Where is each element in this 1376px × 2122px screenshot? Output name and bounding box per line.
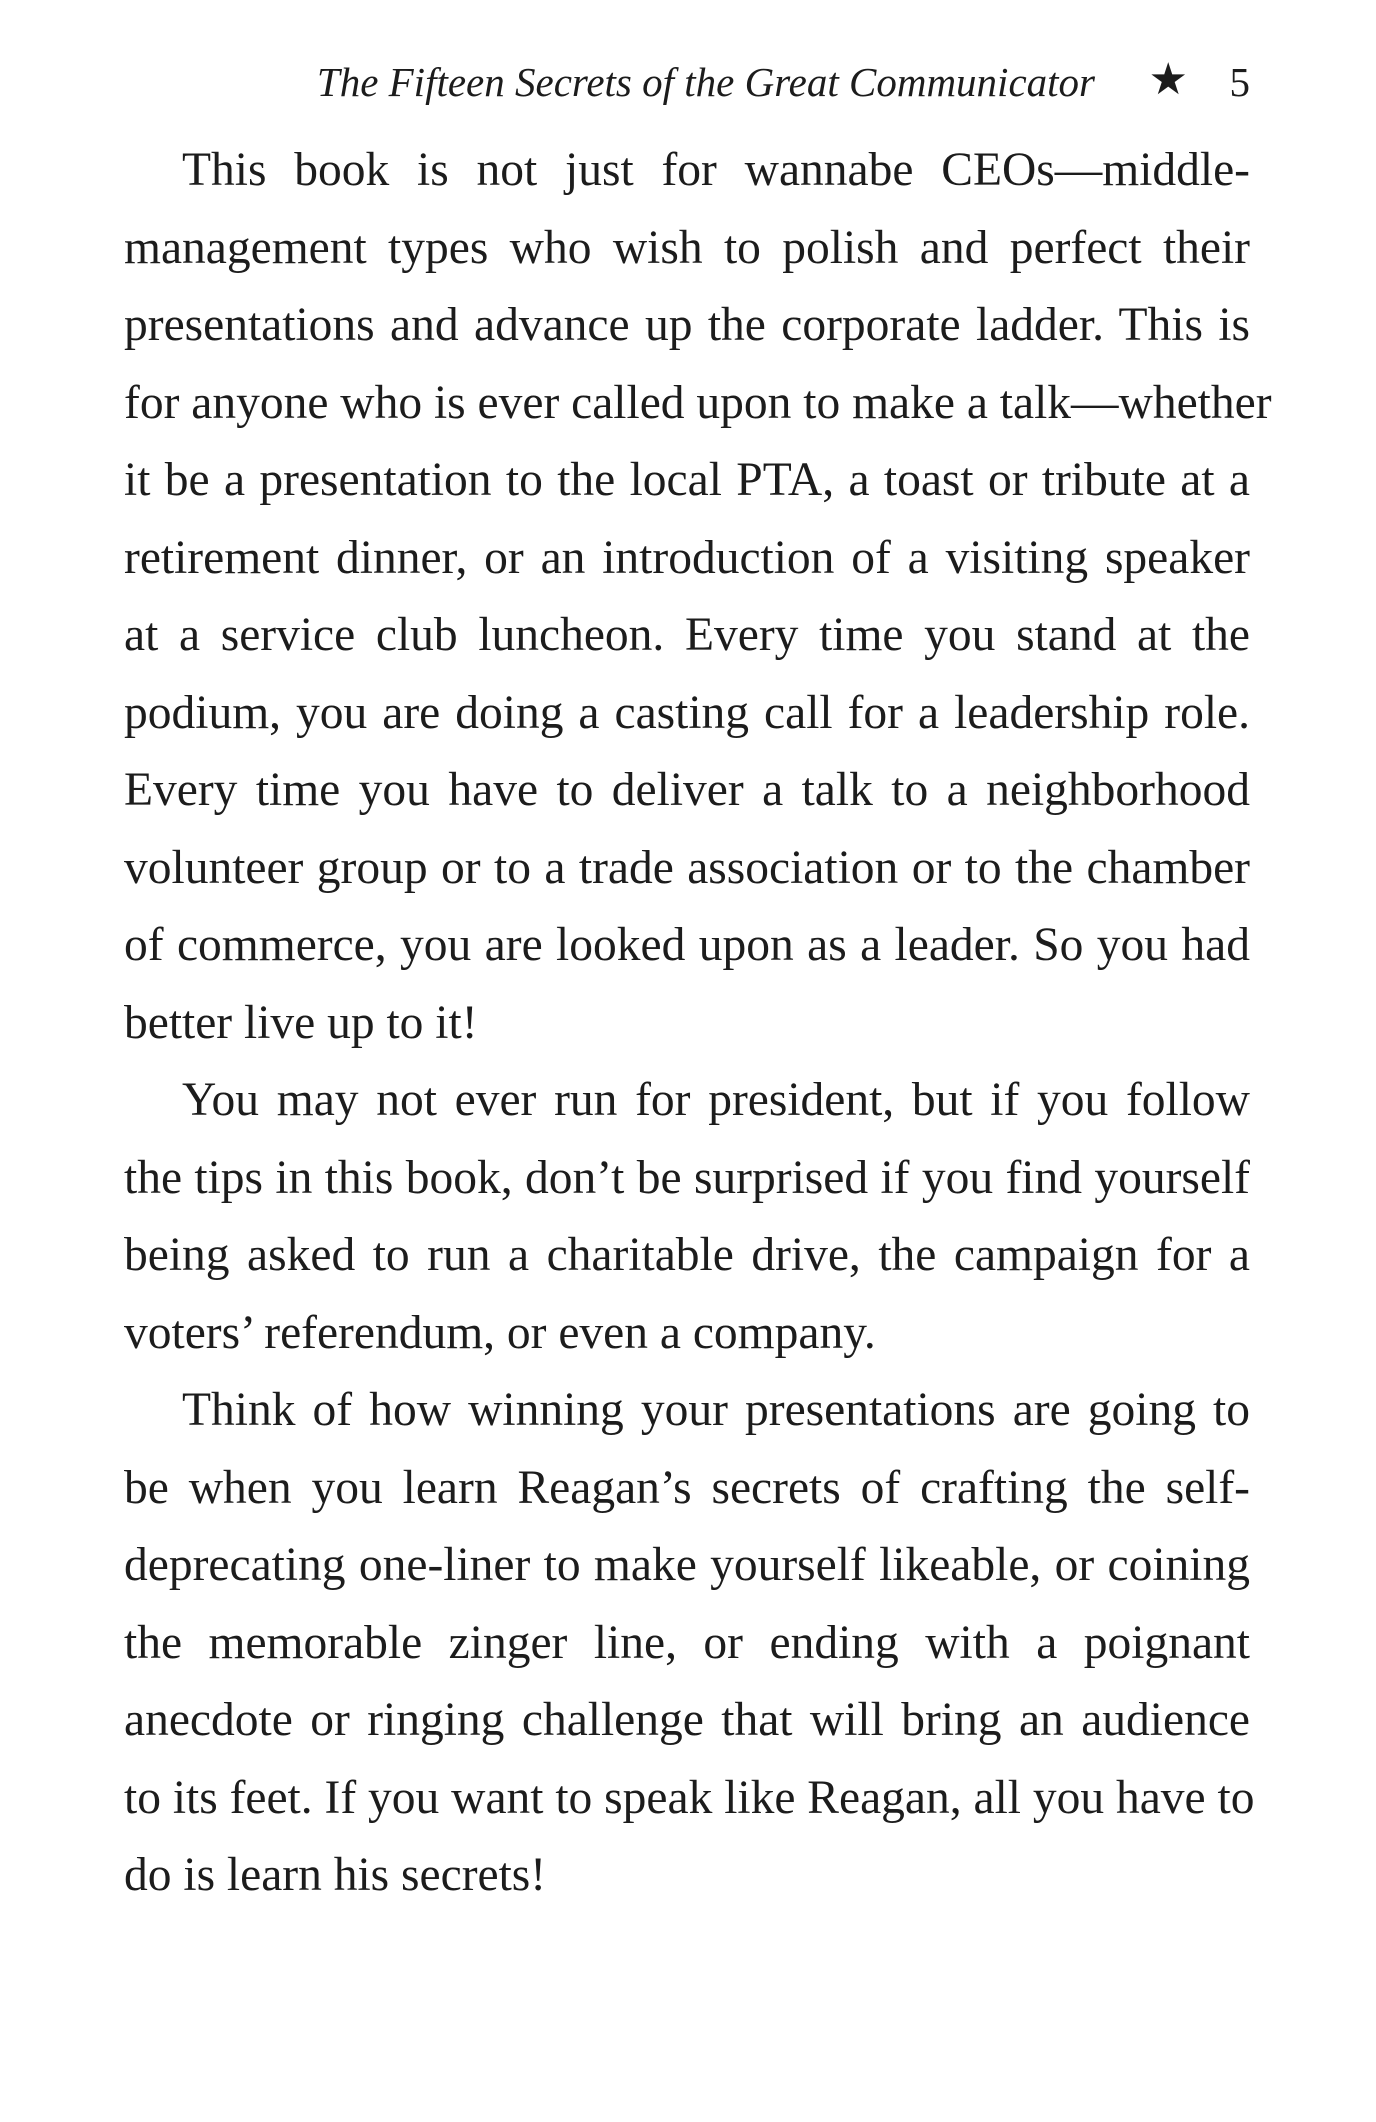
text-line: at a service club luncheon. Every time you stand at the (124, 609, 1250, 661)
paragraph-1 (124, 132, 1272, 1062)
page-number: 5 (1229, 59, 1250, 105)
text-line: be when you learn Reagan’s secrets of crafting the self- (124, 1461, 1250, 1514)
text-line: voters’ referendum, or even a company. (124, 1306, 876, 1359)
text-line: management types who wish to polish and perfect their (124, 221, 1250, 274)
text-line: better live up to it! (124, 996, 478, 1049)
text-line: anecdote or ringing challenge that will bring an audience (124, 1694, 1250, 1746)
text-line: deprecating one-liner to make yourself likeable, or coining (124, 1539, 1250, 1591)
paragraph-2 (124, 1062, 1250, 1372)
text-line: presentations and advance up the corporate ladder. This is (124, 299, 1250, 351)
running-head (120, 52, 1250, 112)
text-line: podium, you are doing a casting call for a leadership role. (124, 686, 1250, 739)
text-line: the memorable zinger line, or ending with a poignant (124, 1616, 1250, 1669)
text-line: volunteer group or to a trade association or to the chamber (124, 841, 1250, 894)
running-head-title: The Fifteen Secrets of the Great Communicator (316, 59, 1095, 105)
text-line: retirement dinner, or an introduction of a visiting speaker (124, 531, 1250, 584)
text-line: Think of how winning your presentations are going to (182, 1384, 1250, 1436)
star-icon: ★ (1148, 55, 1188, 104)
text-line: This book is not just for wannabe CEOs—middle- (182, 144, 1250, 196)
text-line: being asked to run a charitable drive, the campaign for a (124, 1229, 1250, 1281)
text-line: Every time you have to deliver a talk to a neighborhood (124, 764, 1250, 816)
text-line: for anyone who is ever called upon to make a talk—whether (124, 376, 1272, 429)
paragraph-3 (124, 1372, 1255, 1915)
text-line: You may not ever run for president, but if you follow (182, 1074, 1250, 1126)
text-line: to its feet. If you want to speak like Reagan, all you have to (124, 1771, 1255, 1824)
text-line: the tips in this book, don’t be surprised if you find yourself (124, 1151, 1250, 1204)
text-line: it be a presentation to the local PTA, a toast or tribute at a (124, 454, 1250, 506)
text-line: do is learn his secrets! (124, 1849, 547, 1901)
text-line: of commerce, you are looked upon as a leader. So you had (124, 919, 1250, 971)
body-text (124, 132, 1272, 1915)
